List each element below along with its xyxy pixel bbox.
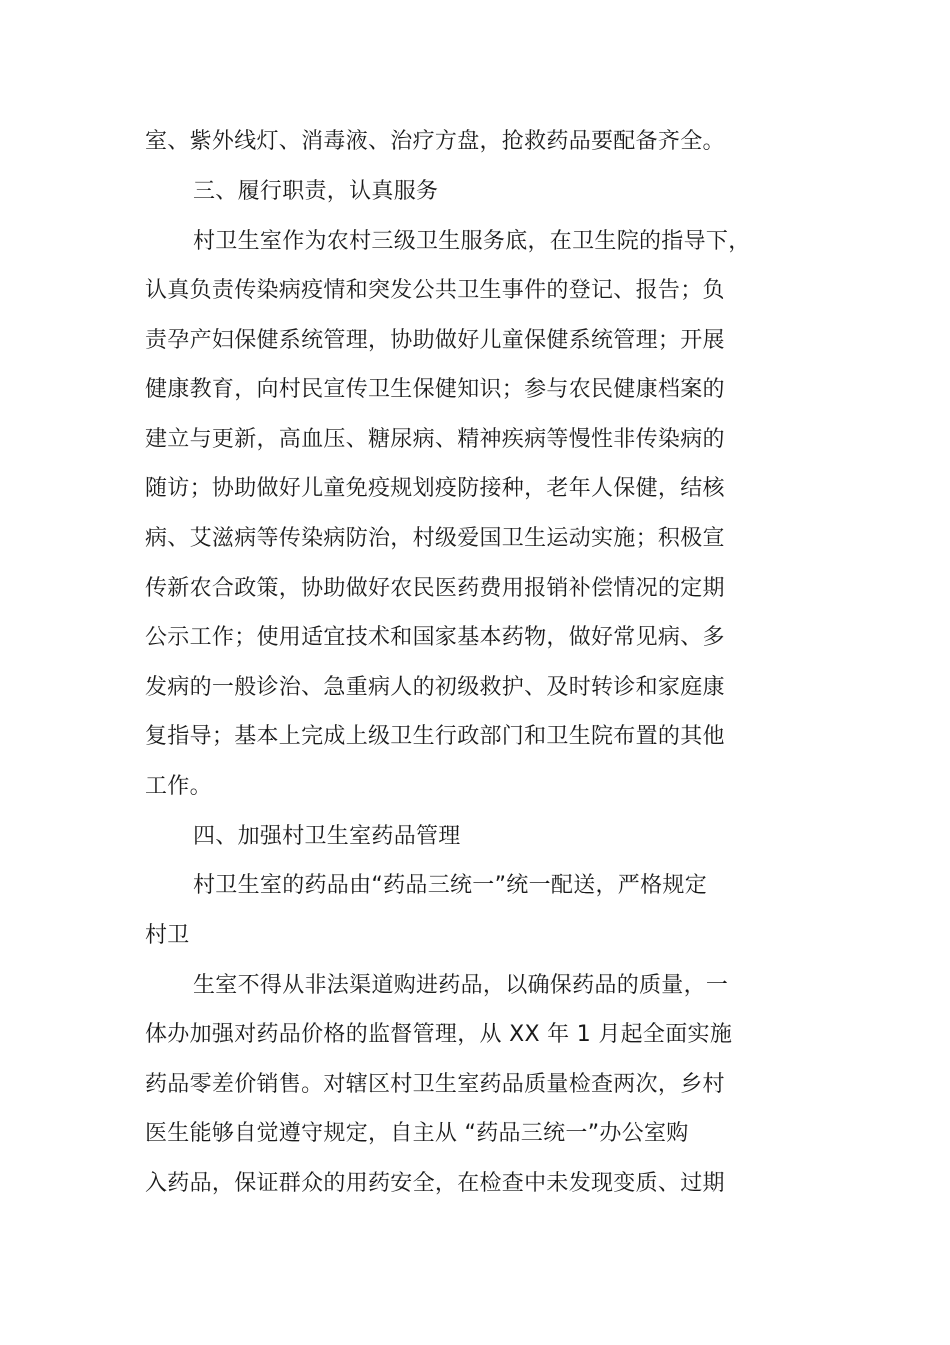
- text-line: 工作。: [145, 774, 212, 799]
- text-line: 责孕产妇保健系统管理，协助做好儿童保健系统管理；开展: [145, 328, 725, 353]
- section-heading: 四、加强村卫生室药品管理: [193, 824, 461, 849]
- text-line: 发病的一般诊治、急重病人的初级救护、及时转诊和家庭康: [145, 675, 725, 700]
- text-line: 体办加强对药品价格的监督管理，从 XX 年 1 月起全面实施: [145, 1022, 733, 1047]
- text-line: 村卫生室作为农村三级卫生服务底，在卫生院的指导下，: [193, 229, 751, 254]
- text-line: 传新农合政策，协助做好农民医药费用报销补偿情况的定期: [145, 576, 725, 601]
- text-line: 复指导；基本上完成上级卫生行政部门和卫生院布置的其他: [145, 724, 725, 749]
- text-line: 药品零差价销售。对辖区村卫生室药品质量检查两次，乡村: [145, 1072, 725, 1097]
- text-line: 入药品，保证群众的用药安全，在检查中未发现变质、过期: [145, 1171, 725, 1196]
- text-line: 建立与更新，高血压、糖尿病、精神疾病等慢性非传染病的: [145, 427, 725, 452]
- text-line: 室、紫外线灯、消毒液、治疗方盘，抢救药品要配备齐全。: [145, 129, 725, 154]
- text-line: 医生能够自觉遵守规定，自主从 “药品三统一”办公室购: [145, 1121, 689, 1146]
- text-line: 村卫: [145, 923, 190, 948]
- text-line: 生室不得从非法渠道购进药品，以确保药品的质量，一: [193, 973, 729, 998]
- text-line: 村卫生室的药品由“药品三统一”统一配送，严格规定: [193, 873, 707, 898]
- text-line: 随访；协助做好儿童免疫规划疫防接种，老年人保健，结核: [145, 476, 725, 501]
- text-line: 健康教育，向村民宣传卫生保健知识；参与农民健康档案的: [145, 377, 725, 402]
- section-heading: 三、履行职责，认真服务: [193, 179, 439, 204]
- text-line: 公示工作；使用适宜技术和国家基本药物，做好常见病、多: [145, 625, 725, 650]
- text-line: 病、艾滋病等传染病防治，村级爱国卫生运动实施；积极宣: [145, 526, 725, 551]
- text-line: 认真负责传染病疫情和突发公共卫生事件的登记、报告；负: [145, 278, 725, 303]
